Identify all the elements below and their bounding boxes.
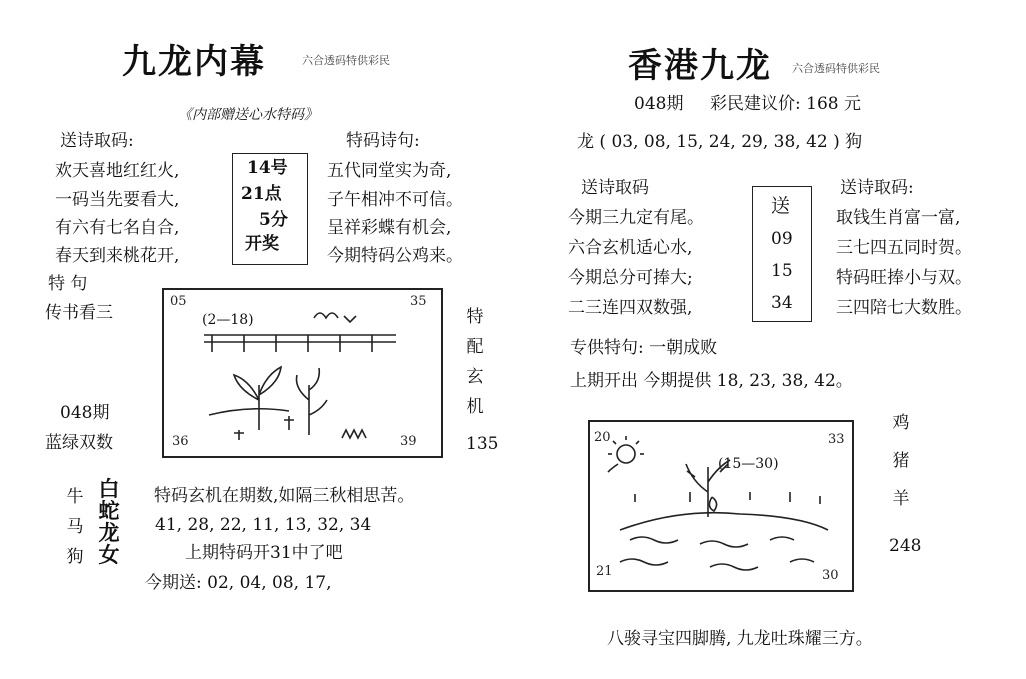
left-period: 048期 xyxy=(60,403,110,423)
left-special-label: 特 句 xyxy=(48,274,88,294)
sketch-corner-tl: 20 xyxy=(594,430,611,445)
left-line-3: 上期特码开31中了吧 xyxy=(185,543,343,563)
right-poem-right-heading: 送诗取码: xyxy=(840,178,914,198)
vertical-char: 猪 xyxy=(892,451,910,471)
right-poem-line: 二三连四双数强, xyxy=(568,298,693,318)
fence-flower-drawing xyxy=(164,290,441,456)
sun-tree-water-drawing xyxy=(590,422,852,590)
draw-label: 开奖 xyxy=(245,234,279,254)
left-special-text: 传书看三 xyxy=(45,303,113,323)
right-last-line: 上期开出 今期提供 18, 23, 38, 42。 xyxy=(570,371,853,391)
right-send-box xyxy=(752,186,812,322)
vertical-char: 特 xyxy=(466,307,484,327)
sketch-corner-tr: 35 xyxy=(410,294,427,309)
send-number: 09 xyxy=(771,229,793,249)
left-subtitle: 六合透码特供彩民 xyxy=(302,54,390,67)
right-footer: 八骏寻宝四脚腾, 九龙吐珠耀三方。 xyxy=(607,629,873,649)
vertical-char: 玄 xyxy=(466,367,484,387)
sketch-corner-bl: 21 xyxy=(596,564,613,579)
sketch-corner-br: 30 xyxy=(822,568,839,583)
send-number: 15 xyxy=(771,261,793,281)
left-poem-line: 春天到来桃花开, xyxy=(55,246,180,266)
left-poem-line: 欢天喜地红红火, xyxy=(55,161,180,181)
left-title: 九龙内幕 xyxy=(122,42,266,82)
send-number: 34 xyxy=(771,293,793,313)
left-vertical-number: 135 xyxy=(466,434,499,454)
sketch-corner-br: 39 xyxy=(400,434,417,449)
right-special-line: 专供特句: 一朝成败 xyxy=(570,338,718,358)
left-line-2: 41, 28, 22, 11, 13, 32, 34 xyxy=(155,515,372,535)
right-period: 048期 xyxy=(634,94,684,114)
animal-char: 蛇 xyxy=(98,498,120,523)
right-poem-right-line: 特码旺捧小与双。 xyxy=(836,268,972,288)
left-animals-a xyxy=(64,482,86,572)
sketch-corner-bl: 36 xyxy=(172,434,189,449)
right-poem-right-line: 三七四五同时贺。 xyxy=(836,238,972,258)
right-vertical-number: 248 xyxy=(889,536,922,556)
left-color-hint: 蓝绿双数 xyxy=(45,433,113,453)
sketch-corner-tl: 05 xyxy=(170,294,187,309)
left-poem-heading: 送诗取码: xyxy=(60,131,134,151)
right-vertical-text xyxy=(890,404,912,518)
right-poem-right-line: 三四陪七大数胜。 xyxy=(836,298,972,318)
right-subtitle: 六合透码特供彩民 xyxy=(792,62,880,75)
draw-hour: 14号 xyxy=(247,158,288,178)
left-poem-line: 一码当先要看大, xyxy=(55,190,180,210)
vertical-char: 机 xyxy=(466,397,484,417)
draw-point: 21点 xyxy=(241,184,282,204)
left-poem-right-heading: 特码诗句: xyxy=(346,131,420,151)
left-line-4: 今期送: 02, 04, 08, 17, xyxy=(145,573,332,593)
right-sketch-frame xyxy=(588,420,854,592)
left-sketch-frame xyxy=(162,288,443,458)
left-poem-right-line: 呈祥彩蝶有机会, xyxy=(327,218,452,238)
left-vertical-text xyxy=(464,302,486,422)
animal-char: 龙 xyxy=(98,520,120,545)
left-line-1: 特码玄机在期数,如隔三秋相思苦。 xyxy=(154,486,415,506)
right-dragon-line: 龙 ( 03, 08, 15, 24, 29, 38, 42 ) 狗 xyxy=(577,132,863,152)
right-poem-heading: 送诗取码 xyxy=(581,178,649,198)
left-animals-b xyxy=(96,478,122,566)
vertical-char: 配 xyxy=(466,337,484,357)
send-label: 送 xyxy=(771,195,791,217)
right-poem-right-line: 取钱生肖富一富, xyxy=(836,208,961,228)
left-poem-right-line: 今期特码公鸡来。 xyxy=(327,246,463,266)
animal-char: 牛 xyxy=(66,487,84,507)
right-title: 香港九龙 xyxy=(628,46,772,86)
right-price: 彩民建议价: 168 元 xyxy=(710,94,861,114)
vertical-char: 羊 xyxy=(892,489,910,509)
right-poem-line: 今期三九定有尾。 xyxy=(568,208,704,228)
right-poem-line: 六合玄机适心水, xyxy=(568,238,693,258)
left-draw-time-box xyxy=(232,153,308,265)
animal-char: 女 xyxy=(98,542,120,567)
left-poem-right-line: 五代同堂实为奇, xyxy=(327,161,452,181)
left-poem-line: 有六有七名自合, xyxy=(55,218,180,238)
right-poem-line: 今期总分可捧大; xyxy=(568,268,693,288)
vertical-char: 鸡 xyxy=(892,413,910,433)
animal-char: 狗 xyxy=(66,547,84,567)
sketch-corner-tr: 33 xyxy=(828,432,845,447)
animal-char: 马 xyxy=(66,517,84,537)
left-poem-right-line: 子午相冲不可信。 xyxy=(327,190,463,210)
left-notice: 《内部赠送心水特码》 xyxy=(178,107,318,123)
draw-minute: 5分 xyxy=(259,210,288,230)
sketch-range: (15—30) xyxy=(718,456,779,472)
sketch-range: (2—18) xyxy=(202,312,254,328)
animal-char: 白 xyxy=(98,476,120,501)
